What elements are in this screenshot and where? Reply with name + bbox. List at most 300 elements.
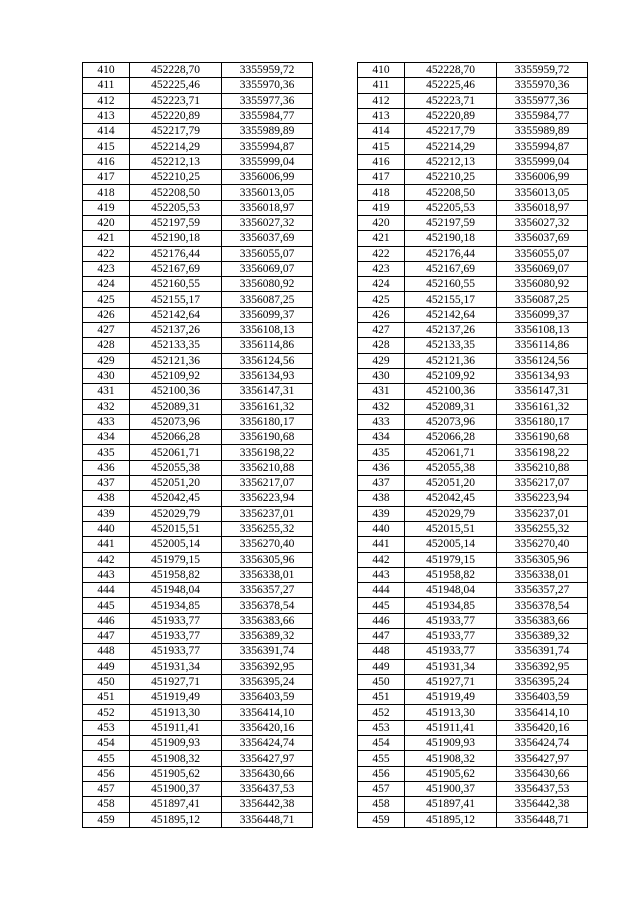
right-y-coordinate-cell: 3356013,05 bbox=[497, 185, 588, 200]
column-gap bbox=[313, 185, 358, 200]
right-y-coordinate-cell: 3356270,40 bbox=[497, 537, 588, 552]
left-y-coordinate-cell: 3356013,05 bbox=[222, 185, 313, 200]
right-x-coordinate-cell: 451948,04 bbox=[405, 583, 497, 598]
right-x-coordinate-cell: 451908,32 bbox=[405, 751, 497, 766]
left-point-number-cell: 441 bbox=[83, 537, 130, 552]
column-gap bbox=[313, 277, 358, 292]
right-point-number-cell: 445 bbox=[358, 598, 405, 613]
right-point-number-cell: 459 bbox=[358, 812, 405, 827]
table-row bbox=[83, 583, 588, 598]
right-x-coordinate-cell: 452167,69 bbox=[405, 261, 497, 276]
right-y-coordinate-cell: 3356420,16 bbox=[497, 720, 588, 735]
column-gap bbox=[313, 506, 358, 521]
left-point-number-cell: 424 bbox=[83, 277, 130, 292]
right-y-coordinate-cell: 3356161,32 bbox=[497, 399, 588, 414]
left-y-coordinate-cell: 3356357,27 bbox=[222, 583, 313, 598]
right-x-coordinate-cell: 451897,41 bbox=[405, 797, 497, 812]
left-point-number-cell: 421 bbox=[83, 231, 130, 246]
column-gap bbox=[313, 384, 358, 399]
table-row bbox=[83, 414, 588, 429]
left-point-number-cell: 439 bbox=[83, 506, 130, 521]
left-x-coordinate-cell: 451911,41 bbox=[130, 720, 222, 735]
column-gap bbox=[313, 781, 358, 796]
right-y-coordinate-cell: 3356190,68 bbox=[497, 430, 588, 445]
column-gap bbox=[313, 154, 358, 169]
right-y-coordinate-cell: 3356006,99 bbox=[497, 170, 588, 185]
right-point-number-cell: 416 bbox=[358, 154, 405, 169]
column-gap bbox=[313, 430, 358, 445]
right-point-number-cell: 431 bbox=[358, 384, 405, 399]
table-row bbox=[83, 598, 588, 613]
right-point-number-cell: 444 bbox=[358, 583, 405, 598]
left-point-number-cell: 458 bbox=[83, 797, 130, 812]
right-x-coordinate-cell: 451933,77 bbox=[405, 613, 497, 628]
right-y-coordinate-cell: 3355970,36 bbox=[497, 78, 588, 93]
right-x-coordinate-cell: 452176,44 bbox=[405, 246, 497, 261]
left-x-coordinate-cell: 452210,25 bbox=[130, 170, 222, 185]
table-row bbox=[83, 368, 588, 383]
left-x-coordinate-cell: 452225,46 bbox=[130, 78, 222, 93]
table-row bbox=[83, 766, 588, 781]
left-x-coordinate-cell: 452214,29 bbox=[130, 139, 222, 154]
left-x-coordinate-cell: 452100,36 bbox=[130, 384, 222, 399]
left-y-coordinate-cell: 3356414,10 bbox=[222, 705, 313, 720]
left-y-coordinate-cell: 3356161,32 bbox=[222, 399, 313, 414]
left-point-number-cell: 455 bbox=[83, 751, 130, 766]
right-y-coordinate-cell: 3356427,97 bbox=[497, 751, 588, 766]
left-point-number-cell: 420 bbox=[83, 215, 130, 230]
table-row bbox=[83, 659, 588, 674]
right-point-number-cell: 426 bbox=[358, 307, 405, 322]
table-row bbox=[83, 445, 588, 460]
right-x-coordinate-cell: 451958,82 bbox=[405, 567, 497, 582]
right-x-coordinate-cell: 452155,17 bbox=[405, 292, 497, 307]
left-y-coordinate-cell: 3356270,40 bbox=[222, 537, 313, 552]
right-x-coordinate-cell: 451934,85 bbox=[405, 598, 497, 613]
right-point-number-cell: 455 bbox=[358, 751, 405, 766]
left-y-coordinate-cell: 3355970,36 bbox=[222, 78, 313, 93]
left-point-number-cell: 436 bbox=[83, 460, 130, 475]
right-y-coordinate-cell: 3356087,25 bbox=[497, 292, 588, 307]
right-x-coordinate-cell: 451900,37 bbox=[405, 781, 497, 796]
left-point-number-cell: 429 bbox=[83, 353, 130, 368]
left-point-number-cell: 443 bbox=[83, 567, 130, 582]
column-gap bbox=[313, 323, 358, 338]
right-y-coordinate-cell: 3355989,89 bbox=[497, 124, 588, 139]
right-y-coordinate-cell: 3356255,32 bbox=[497, 521, 588, 536]
column-gap bbox=[313, 613, 358, 628]
left-x-coordinate-cell: 452212,13 bbox=[130, 154, 222, 169]
right-x-coordinate-cell: 451895,12 bbox=[405, 812, 497, 827]
right-x-coordinate-cell: 452042,45 bbox=[405, 491, 497, 506]
left-point-number-cell: 430 bbox=[83, 368, 130, 383]
right-point-number-cell: 434 bbox=[358, 430, 405, 445]
left-x-coordinate-cell: 452142,64 bbox=[130, 307, 222, 322]
column-gap bbox=[313, 124, 358, 139]
left-y-coordinate-cell: 3356403,59 bbox=[222, 690, 313, 705]
right-point-number-cell: 410 bbox=[358, 63, 405, 78]
left-x-coordinate-cell: 452190,18 bbox=[130, 231, 222, 246]
left-x-coordinate-cell: 452055,38 bbox=[130, 460, 222, 475]
right-point-number-cell: 422 bbox=[358, 246, 405, 261]
column-gap bbox=[313, 231, 358, 246]
column-gap bbox=[313, 720, 358, 735]
right-point-number-cell: 418 bbox=[358, 185, 405, 200]
table-row bbox=[83, 170, 588, 185]
right-point-number-cell: 430 bbox=[358, 368, 405, 383]
column-gap bbox=[313, 491, 358, 506]
right-y-coordinate-cell: 3356414,10 bbox=[497, 705, 588, 720]
right-y-coordinate-cell: 3356305,96 bbox=[497, 552, 588, 567]
left-y-coordinate-cell: 3356080,92 bbox=[222, 277, 313, 292]
column-gap bbox=[313, 705, 358, 720]
left-x-coordinate-cell: 452160,55 bbox=[130, 277, 222, 292]
right-x-coordinate-cell: 452066,28 bbox=[405, 430, 497, 445]
left-point-number-cell: 451 bbox=[83, 690, 130, 705]
right-point-number-cell: 432 bbox=[358, 399, 405, 414]
left-x-coordinate-cell: 451895,12 bbox=[130, 812, 222, 827]
column-gap bbox=[313, 521, 358, 536]
left-x-coordinate-cell: 452176,44 bbox=[130, 246, 222, 261]
table-row bbox=[83, 812, 588, 827]
left-y-coordinate-cell: 3356006,99 bbox=[222, 170, 313, 185]
table-row bbox=[83, 384, 588, 399]
table-row bbox=[83, 797, 588, 812]
left-x-coordinate-cell: 452133,35 bbox=[130, 338, 222, 353]
left-y-coordinate-cell: 3356190,68 bbox=[222, 430, 313, 445]
right-point-number-cell: 438 bbox=[358, 491, 405, 506]
table-row bbox=[83, 506, 588, 521]
left-point-number-cell: 422 bbox=[83, 246, 130, 261]
column-gap bbox=[313, 368, 358, 383]
right-y-coordinate-cell: 3356392,95 bbox=[497, 659, 588, 674]
left-point-number-cell: 445 bbox=[83, 598, 130, 613]
left-y-coordinate-cell: 3356255,32 bbox=[222, 521, 313, 536]
column-gap bbox=[313, 476, 358, 491]
column-gap bbox=[313, 445, 358, 460]
left-point-number-cell: 418 bbox=[83, 185, 130, 200]
column-gap bbox=[313, 78, 358, 93]
right-x-coordinate-cell: 452100,36 bbox=[405, 384, 497, 399]
table-row bbox=[83, 399, 588, 414]
left-y-coordinate-cell: 3356338,01 bbox=[222, 567, 313, 582]
left-x-coordinate-cell: 451958,82 bbox=[130, 567, 222, 582]
left-x-coordinate-cell: 451933,77 bbox=[130, 644, 222, 659]
left-y-coordinate-cell: 3356391,74 bbox=[222, 644, 313, 659]
right-y-coordinate-cell: 3356037,69 bbox=[497, 231, 588, 246]
left-y-coordinate-cell: 3356124,56 bbox=[222, 353, 313, 368]
right-x-coordinate-cell: 451927,71 bbox=[405, 674, 497, 689]
left-x-coordinate-cell: 452205,53 bbox=[130, 200, 222, 215]
right-x-coordinate-cell: 452212,13 bbox=[405, 154, 497, 169]
right-point-number-cell: 412 bbox=[358, 93, 405, 108]
left-x-coordinate-cell: 451979,15 bbox=[130, 552, 222, 567]
table-row bbox=[83, 277, 588, 292]
left-y-coordinate-cell: 3356430,66 bbox=[222, 766, 313, 781]
right-y-coordinate-cell: 3356198,22 bbox=[497, 445, 588, 460]
right-y-coordinate-cell: 3356018,97 bbox=[497, 200, 588, 215]
left-y-coordinate-cell: 3356448,71 bbox=[222, 812, 313, 827]
left-x-coordinate-cell: 452015,51 bbox=[130, 521, 222, 536]
left-x-coordinate-cell: 452073,96 bbox=[130, 414, 222, 429]
table-row bbox=[83, 307, 588, 322]
right-point-number-cell: 421 bbox=[358, 231, 405, 246]
left-y-coordinate-cell: 3356147,31 bbox=[222, 384, 313, 399]
table-row bbox=[83, 246, 588, 261]
left-x-coordinate-cell: 452217,79 bbox=[130, 124, 222, 139]
right-x-coordinate-cell: 452015,51 bbox=[405, 521, 497, 536]
table-row bbox=[83, 567, 588, 582]
right-y-coordinate-cell: 3355994,87 bbox=[497, 139, 588, 154]
column-gap bbox=[313, 63, 358, 78]
right-point-number-cell: 439 bbox=[358, 506, 405, 521]
left-x-coordinate-cell: 452121,36 bbox=[130, 353, 222, 368]
column-gap bbox=[313, 736, 358, 751]
column-gap bbox=[313, 108, 358, 123]
table-row bbox=[83, 292, 588, 307]
right-x-coordinate-cell: 452208,50 bbox=[405, 185, 497, 200]
table-row bbox=[83, 736, 588, 751]
right-point-number-cell: 451 bbox=[358, 690, 405, 705]
table-row bbox=[83, 628, 588, 643]
right-y-coordinate-cell: 3356338,01 bbox=[497, 567, 588, 582]
table-row bbox=[83, 261, 588, 276]
right-x-coordinate-cell: 452055,38 bbox=[405, 460, 497, 475]
column-gap bbox=[313, 766, 358, 781]
right-y-coordinate-cell: 3356069,07 bbox=[497, 261, 588, 276]
right-x-coordinate-cell: 451911,41 bbox=[405, 720, 497, 735]
right-point-number-cell: 425 bbox=[358, 292, 405, 307]
table-row bbox=[83, 338, 588, 353]
left-y-coordinate-cell: 3355989,89 bbox=[222, 124, 313, 139]
left-y-coordinate-cell: 3356389,32 bbox=[222, 628, 313, 643]
coordinates-table-body bbox=[83, 63, 588, 828]
table-row bbox=[83, 521, 588, 536]
right-point-number-cell: 414 bbox=[358, 124, 405, 139]
right-x-coordinate-cell: 452220,89 bbox=[405, 108, 497, 123]
right-x-coordinate-cell: 452214,29 bbox=[405, 139, 497, 154]
column-gap bbox=[313, 690, 358, 705]
right-y-coordinate-cell: 3356403,59 bbox=[497, 690, 588, 705]
left-y-coordinate-cell: 3356383,66 bbox=[222, 613, 313, 628]
left-x-coordinate-cell: 451931,34 bbox=[130, 659, 222, 674]
left-x-coordinate-cell: 452167,69 bbox=[130, 261, 222, 276]
right-point-number-cell: 417 bbox=[358, 170, 405, 185]
table-row bbox=[83, 552, 588, 567]
right-y-coordinate-cell: 3356357,27 bbox=[497, 583, 588, 598]
left-y-coordinate-cell: 3356087,25 bbox=[222, 292, 313, 307]
left-y-coordinate-cell: 3355984,77 bbox=[222, 108, 313, 123]
right-point-number-cell: 411 bbox=[358, 78, 405, 93]
right-x-coordinate-cell: 452133,35 bbox=[405, 338, 497, 353]
left-y-coordinate-cell: 3356108,13 bbox=[222, 323, 313, 338]
left-point-number-cell: 416 bbox=[83, 154, 130, 169]
column-gap bbox=[313, 353, 358, 368]
column-gap bbox=[313, 583, 358, 598]
left-y-coordinate-cell: 3356180,17 bbox=[222, 414, 313, 429]
left-x-coordinate-cell: 452228,70 bbox=[130, 63, 222, 78]
left-y-coordinate-cell: 3356210,88 bbox=[222, 460, 313, 475]
column-gap bbox=[313, 674, 358, 689]
right-point-number-cell: 448 bbox=[358, 644, 405, 659]
left-point-number-cell: 411 bbox=[83, 78, 130, 93]
column-gap bbox=[313, 659, 358, 674]
right-point-number-cell: 436 bbox=[358, 460, 405, 475]
left-point-number-cell: 427 bbox=[83, 323, 130, 338]
left-x-coordinate-cell: 452089,31 bbox=[130, 399, 222, 414]
right-point-number-cell: 440 bbox=[358, 521, 405, 536]
left-y-coordinate-cell: 3356437,53 bbox=[222, 781, 313, 796]
left-y-coordinate-cell: 3356037,69 bbox=[222, 231, 313, 246]
left-x-coordinate-cell: 452137,26 bbox=[130, 323, 222, 338]
left-y-coordinate-cell: 3356395,24 bbox=[222, 674, 313, 689]
right-x-coordinate-cell: 452073,96 bbox=[405, 414, 497, 429]
right-point-number-cell: 450 bbox=[358, 674, 405, 689]
right-x-coordinate-cell: 451979,15 bbox=[405, 552, 497, 567]
right-y-coordinate-cell: 3356389,32 bbox=[497, 628, 588, 643]
left-x-coordinate-cell: 452061,71 bbox=[130, 445, 222, 460]
right-y-coordinate-cell: 3356378,54 bbox=[497, 598, 588, 613]
right-x-coordinate-cell: 452217,79 bbox=[405, 124, 497, 139]
table-row bbox=[83, 185, 588, 200]
coordinates-table bbox=[82, 62, 588, 828]
table-row bbox=[83, 63, 588, 78]
left-point-number-cell: 453 bbox=[83, 720, 130, 735]
right-point-number-cell: 454 bbox=[358, 736, 405, 751]
table-row bbox=[83, 231, 588, 246]
left-point-number-cell: 446 bbox=[83, 613, 130, 628]
left-point-number-cell: 457 bbox=[83, 781, 130, 796]
left-x-coordinate-cell: 452042,45 bbox=[130, 491, 222, 506]
left-point-number-cell: 428 bbox=[83, 338, 130, 353]
right-y-coordinate-cell: 3356237,01 bbox=[497, 506, 588, 521]
left-point-number-cell: 438 bbox=[83, 491, 130, 506]
right-point-number-cell: 420 bbox=[358, 215, 405, 230]
right-y-coordinate-cell: 3356448,71 bbox=[497, 812, 588, 827]
right-x-coordinate-cell: 452223,71 bbox=[405, 93, 497, 108]
left-x-coordinate-cell: 451897,41 bbox=[130, 797, 222, 812]
column-gap bbox=[313, 797, 358, 812]
left-point-number-cell: 425 bbox=[83, 292, 130, 307]
table-row bbox=[83, 154, 588, 169]
table-row bbox=[83, 93, 588, 108]
right-x-coordinate-cell: 452137,26 bbox=[405, 323, 497, 338]
right-x-coordinate-cell: 451905,62 bbox=[405, 766, 497, 781]
left-point-number-cell: 442 bbox=[83, 552, 130, 567]
column-gap bbox=[313, 139, 358, 154]
column-gap bbox=[313, 246, 358, 261]
right-x-coordinate-cell: 452225,46 bbox=[405, 78, 497, 93]
left-point-number-cell: 412 bbox=[83, 93, 130, 108]
table-row bbox=[83, 460, 588, 475]
left-point-number-cell: 456 bbox=[83, 766, 130, 781]
table-row bbox=[83, 124, 588, 139]
left-x-coordinate-cell: 452223,71 bbox=[130, 93, 222, 108]
right-y-coordinate-cell: 3356108,13 bbox=[497, 323, 588, 338]
left-x-coordinate-cell: 452208,50 bbox=[130, 185, 222, 200]
column-gap bbox=[313, 567, 358, 582]
column-gap bbox=[313, 414, 358, 429]
right-x-coordinate-cell: 452089,31 bbox=[405, 399, 497, 414]
right-x-coordinate-cell: 452109,92 bbox=[405, 368, 497, 383]
column-gap bbox=[313, 200, 358, 215]
right-point-number-cell: 415 bbox=[358, 139, 405, 154]
right-point-number-cell: 413 bbox=[358, 108, 405, 123]
left-x-coordinate-cell: 451905,62 bbox=[130, 766, 222, 781]
right-y-coordinate-cell: 3356210,88 bbox=[497, 460, 588, 475]
right-point-number-cell: 453 bbox=[358, 720, 405, 735]
left-x-coordinate-cell: 451909,93 bbox=[130, 736, 222, 751]
column-gap bbox=[313, 292, 358, 307]
right-point-number-cell: 456 bbox=[358, 766, 405, 781]
left-y-coordinate-cell: 3355959,72 bbox=[222, 63, 313, 78]
left-x-coordinate-cell: 452029,79 bbox=[130, 506, 222, 521]
table-row bbox=[83, 720, 588, 735]
column-gap bbox=[313, 552, 358, 567]
left-y-coordinate-cell: 3356420,16 bbox=[222, 720, 313, 735]
left-y-coordinate-cell: 3355999,04 bbox=[222, 154, 313, 169]
left-x-coordinate-cell: 451908,32 bbox=[130, 751, 222, 766]
right-x-coordinate-cell: 452210,25 bbox=[405, 170, 497, 185]
left-x-coordinate-cell: 451927,71 bbox=[130, 674, 222, 689]
column-gap bbox=[313, 93, 358, 108]
column-gap bbox=[313, 338, 358, 353]
left-point-number-cell: 454 bbox=[83, 736, 130, 751]
column-gap bbox=[313, 170, 358, 185]
right-y-coordinate-cell: 3356395,24 bbox=[497, 674, 588, 689]
right-x-coordinate-cell: 451909,93 bbox=[405, 736, 497, 751]
right-y-coordinate-cell: 3356424,74 bbox=[497, 736, 588, 751]
column-gap bbox=[313, 460, 358, 475]
left-point-number-cell: 417 bbox=[83, 170, 130, 185]
right-x-coordinate-cell: 452228,70 bbox=[405, 63, 497, 78]
right-point-number-cell: 429 bbox=[358, 353, 405, 368]
table-row bbox=[83, 139, 588, 154]
right-y-coordinate-cell: 3356442,38 bbox=[497, 797, 588, 812]
right-y-coordinate-cell: 3355999,04 bbox=[497, 154, 588, 169]
right-y-coordinate-cell: 3356223,94 bbox=[497, 491, 588, 506]
left-y-coordinate-cell: 3356305,96 bbox=[222, 552, 313, 567]
table-row bbox=[83, 613, 588, 628]
left-y-coordinate-cell: 3356099,37 bbox=[222, 307, 313, 322]
right-x-coordinate-cell: 452051,20 bbox=[405, 476, 497, 491]
column-gap bbox=[313, 307, 358, 322]
right-x-coordinate-cell: 452205,53 bbox=[405, 200, 497, 215]
table-row bbox=[83, 476, 588, 491]
left-x-coordinate-cell: 451919,49 bbox=[130, 690, 222, 705]
table-row bbox=[83, 537, 588, 552]
table-row bbox=[83, 200, 588, 215]
right-y-coordinate-cell: 3356099,37 bbox=[497, 307, 588, 322]
table-row bbox=[83, 705, 588, 720]
right-x-coordinate-cell: 452142,64 bbox=[405, 307, 497, 322]
left-y-coordinate-cell: 3356027,32 bbox=[222, 215, 313, 230]
right-point-number-cell: 437 bbox=[358, 476, 405, 491]
left-y-coordinate-cell: 3356018,97 bbox=[222, 200, 313, 215]
left-point-number-cell: 435 bbox=[83, 445, 130, 460]
left-x-coordinate-cell: 451934,85 bbox=[130, 598, 222, 613]
column-gap bbox=[313, 215, 358, 230]
right-y-coordinate-cell: 3356027,32 bbox=[497, 215, 588, 230]
left-point-number-cell: 413 bbox=[83, 108, 130, 123]
right-x-coordinate-cell: 452121,36 bbox=[405, 353, 497, 368]
right-x-coordinate-cell: 451931,34 bbox=[405, 659, 497, 674]
left-point-number-cell: 426 bbox=[83, 307, 130, 322]
left-point-number-cell: 423 bbox=[83, 261, 130, 276]
left-point-number-cell: 448 bbox=[83, 644, 130, 659]
right-y-coordinate-cell: 3356217,07 bbox=[497, 476, 588, 491]
right-y-coordinate-cell: 3356114,86 bbox=[497, 338, 588, 353]
